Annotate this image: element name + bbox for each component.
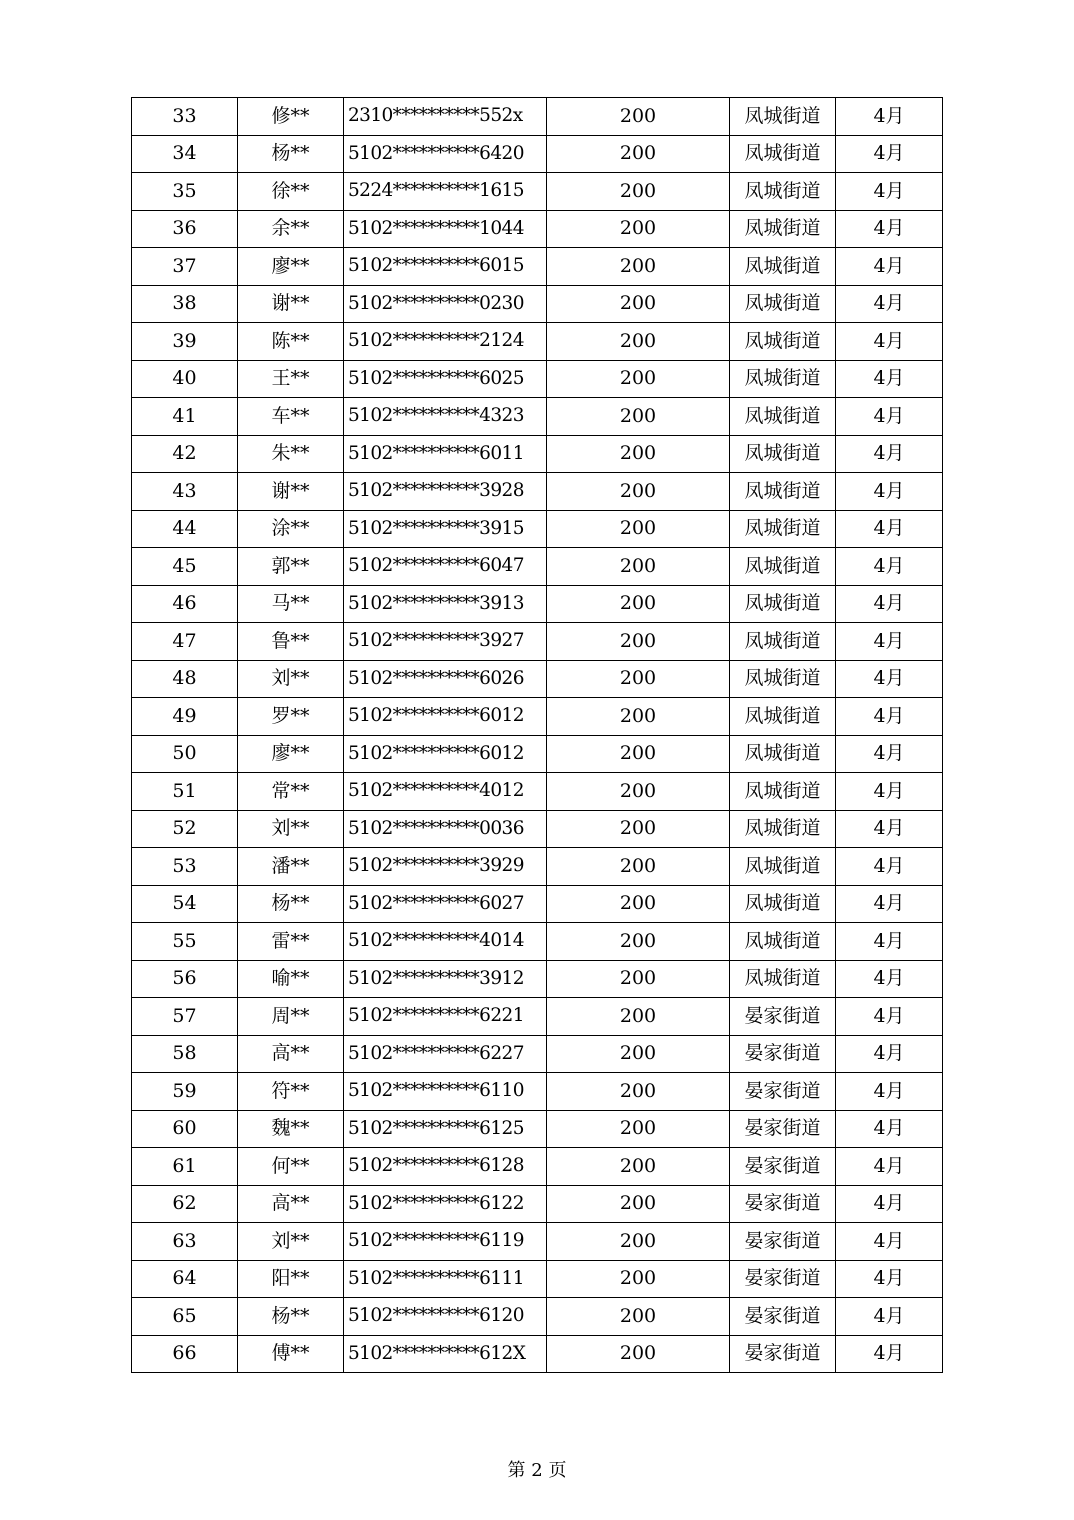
id-number-cell: 5102**********3913: [344, 585, 547, 623]
subdistrict-cell: 凤城街道: [730, 698, 836, 736]
subdistrict-cell: 晏家街道: [730, 998, 836, 1036]
row-number-cell: 53: [132, 848, 238, 886]
subdistrict-cell: 凤城街道: [730, 135, 836, 173]
amount-cell: 200: [547, 585, 730, 623]
month-cell: 4月: [836, 323, 943, 361]
subdistrict-cell: 凤城街道: [730, 960, 836, 998]
table-row: [132, 323, 943, 361]
row-number-cell: 55: [132, 923, 238, 961]
table-row: [132, 1260, 943, 1298]
roster-body: [132, 98, 943, 1373]
id-number-cell: 5102**********3929: [344, 848, 547, 886]
id-number-cell: 5102**********6025: [344, 360, 547, 398]
row-number-cell: 39: [132, 323, 238, 361]
id-number-cell: 5102**********1044: [344, 210, 547, 248]
month-cell: 4月: [836, 98, 943, 136]
name-cell: 廖**: [238, 248, 344, 286]
id-number-cell: 5102**********6110: [344, 1073, 547, 1111]
row-number-cell: 34: [132, 135, 238, 173]
id-number-cell: 5102**********2124: [344, 323, 547, 361]
name-cell: 王**: [238, 360, 344, 398]
name-cell: 雷**: [238, 923, 344, 961]
subdistrict-cell: 凤城街道: [730, 585, 836, 623]
amount-cell: 200: [547, 1298, 730, 1336]
subdistrict-cell: 凤城街道: [730, 435, 836, 473]
table-row: [132, 210, 943, 248]
row-number-cell: 63: [132, 1223, 238, 1261]
amount-cell: 200: [547, 960, 730, 998]
subdistrict-cell: 凤城街道: [730, 623, 836, 661]
month-cell: 4月: [836, 1148, 943, 1186]
name-cell: 涂**: [238, 510, 344, 548]
subdistrict-cell: 凤城街道: [730, 360, 836, 398]
amount-cell: 200: [547, 435, 730, 473]
amount-cell: 200: [547, 923, 730, 961]
amount-cell: 200: [547, 848, 730, 886]
subdistrict-cell: 晏家街道: [730, 1073, 836, 1111]
table-row: [132, 585, 943, 623]
month-cell: 4月: [836, 585, 943, 623]
row-number-cell: 54: [132, 885, 238, 923]
table-row: [132, 848, 943, 886]
amount-cell: 200: [547, 735, 730, 773]
row-number-cell: 35: [132, 173, 238, 211]
subdistrict-cell: 凤城街道: [730, 323, 836, 361]
table-row: [132, 810, 943, 848]
name-cell: 高**: [238, 1185, 344, 1223]
month-cell: 4月: [836, 210, 943, 248]
page-number: 第 2 页: [507, 1460, 567, 1481]
amount-cell: 200: [547, 698, 730, 736]
table-row: [132, 660, 943, 698]
row-number-cell: 60: [132, 1110, 238, 1148]
name-cell: 陈**: [238, 323, 344, 361]
name-cell: 杨**: [238, 135, 344, 173]
subdistrict-cell: 凤城街道: [730, 510, 836, 548]
amount-cell: 200: [547, 810, 730, 848]
name-cell: 杨**: [238, 1298, 344, 1336]
subdistrict-cell: 凤城街道: [730, 773, 836, 811]
subdistrict-cell: 晏家街道: [730, 1185, 836, 1223]
table-row: [132, 510, 943, 548]
month-cell: 4月: [836, 660, 943, 698]
name-cell: 廖**: [238, 735, 344, 773]
month-cell: 4月: [836, 773, 943, 811]
table-row: [132, 135, 943, 173]
id-number-cell: 5102**********612X: [344, 1335, 547, 1373]
row-number-cell: 46: [132, 585, 238, 623]
row-number-cell: 57: [132, 998, 238, 1036]
month-cell: 4月: [836, 735, 943, 773]
amount-cell: 200: [547, 248, 730, 286]
row-number-cell: 65: [132, 1298, 238, 1336]
table-row: [132, 398, 943, 436]
row-number-cell: 62: [132, 1185, 238, 1223]
id-number-cell: 5102**********6026: [344, 660, 547, 698]
subdistrict-cell: 凤城街道: [730, 548, 836, 586]
name-cell: 高**: [238, 1035, 344, 1073]
amount-cell: 200: [547, 510, 730, 548]
row-number-cell: 33: [132, 98, 238, 136]
name-cell: 符**: [238, 1073, 344, 1111]
id-number-cell: 5102**********0230: [344, 285, 547, 323]
month-cell: 4月: [836, 473, 943, 511]
amount-cell: 200: [547, 1110, 730, 1148]
subdistrict-cell: 凤城街道: [730, 398, 836, 436]
subdistrict-cell: 凤城街道: [730, 173, 836, 211]
table-row: [132, 1298, 943, 1336]
table-row: [132, 623, 943, 661]
amount-cell: 200: [547, 548, 730, 586]
month-cell: 4月: [836, 885, 943, 923]
name-cell: 郭**: [238, 548, 344, 586]
amount-cell: 200: [547, 98, 730, 136]
amount-cell: 200: [547, 1148, 730, 1186]
table-row: [132, 173, 943, 211]
id-number-cell: 2310**********552x: [344, 98, 547, 136]
subdistrict-cell: 凤城街道: [730, 210, 836, 248]
amount-cell: 200: [547, 285, 730, 323]
table-row: [132, 885, 943, 923]
month-cell: 4月: [836, 135, 943, 173]
amount-cell: 200: [547, 885, 730, 923]
month-cell: 4月: [836, 960, 943, 998]
row-number-cell: 44: [132, 510, 238, 548]
amount-cell: 200: [547, 473, 730, 511]
name-cell: 谢**: [238, 285, 344, 323]
name-cell: 常**: [238, 773, 344, 811]
id-number-cell: 5102**********6420: [344, 135, 547, 173]
amount-cell: 200: [547, 773, 730, 811]
subdistrict-cell: 凤城街道: [730, 923, 836, 961]
name-cell: 马**: [238, 585, 344, 623]
table-row: [132, 998, 943, 1036]
name-cell: 刘**: [238, 1223, 344, 1261]
amount-cell: 200: [547, 398, 730, 436]
subdistrict-cell: 凤城街道: [730, 248, 836, 286]
table-row: [132, 435, 943, 473]
amount-cell: 200: [547, 173, 730, 211]
id-number-cell: 5102**********4012: [344, 773, 547, 811]
subdistrict-cell: 凤城街道: [730, 285, 836, 323]
month-cell: 4月: [836, 285, 943, 323]
month-cell: 4月: [836, 1260, 943, 1298]
id-number-cell: 5102**********6122: [344, 1185, 547, 1223]
id-number-cell: 5102**********6015: [344, 248, 547, 286]
name-cell: 修**: [238, 98, 344, 136]
id-number-cell: 5102**********6125: [344, 1110, 547, 1148]
subdistrict-cell: 凤城街道: [730, 885, 836, 923]
table-row: [132, 923, 943, 961]
month-cell: 4月: [836, 623, 943, 661]
subdistrict-cell: 晏家街道: [730, 1035, 836, 1073]
table-row: [132, 1073, 943, 1111]
month-cell: 4月: [836, 548, 943, 586]
table-row: [132, 1185, 943, 1223]
amount-cell: 200: [547, 210, 730, 248]
row-number-cell: 40: [132, 360, 238, 398]
month-cell: 4月: [836, 398, 943, 436]
table-row: [132, 698, 943, 736]
subdistrict-cell: 凤城街道: [730, 98, 836, 136]
row-number-cell: 64: [132, 1260, 238, 1298]
amount-cell: 200: [547, 623, 730, 661]
row-number-cell: 48: [132, 660, 238, 698]
table-row: [132, 248, 943, 286]
id-number-cell: 5102**********6111: [344, 1260, 547, 1298]
id-number-cell: 5102**********6011: [344, 435, 547, 473]
id-number-cell: 5102**********6221: [344, 998, 547, 1036]
row-number-cell: 66: [132, 1335, 238, 1373]
month-cell: 4月: [836, 1298, 943, 1336]
month-cell: 4月: [836, 923, 943, 961]
id-number-cell: 5102**********4323: [344, 398, 547, 436]
amount-cell: 200: [547, 998, 730, 1036]
name-cell: 喻**: [238, 960, 344, 998]
month-cell: 4月: [836, 1035, 943, 1073]
row-number-cell: 37: [132, 248, 238, 286]
row-number-cell: 43: [132, 473, 238, 511]
name-cell: 朱**: [238, 435, 344, 473]
subdistrict-cell: 晏家街道: [730, 1148, 836, 1186]
table-row: [132, 360, 943, 398]
amount-cell: 200: [547, 1185, 730, 1223]
row-number-cell: 50: [132, 735, 238, 773]
amount-cell: 200: [547, 1223, 730, 1261]
row-number-cell: 47: [132, 623, 238, 661]
name-cell: 余**: [238, 210, 344, 248]
name-cell: 杨**: [238, 885, 344, 923]
subdistrict-cell: 凤城街道: [730, 735, 836, 773]
row-number-cell: 45: [132, 548, 238, 586]
name-cell: 刘**: [238, 810, 344, 848]
row-number-cell: 59: [132, 1073, 238, 1111]
id-number-cell: 5102**********3928: [344, 473, 547, 511]
table-row: [132, 548, 943, 586]
month-cell: 4月: [836, 1185, 943, 1223]
amount-cell: 200: [547, 323, 730, 361]
name-cell: 鲁**: [238, 623, 344, 661]
month-cell: 4月: [836, 1335, 943, 1373]
table-row: [132, 735, 943, 773]
table-row: [132, 1148, 943, 1186]
table-row: [132, 98, 943, 136]
row-number-cell: 41: [132, 398, 238, 436]
id-number-cell: 5102**********4014: [344, 923, 547, 961]
amount-cell: 200: [547, 1335, 730, 1373]
name-cell: 车**: [238, 398, 344, 436]
id-number-cell: 5102**********6128: [344, 1148, 547, 1186]
row-number-cell: 42: [132, 435, 238, 473]
row-number-cell: 61: [132, 1148, 238, 1186]
subdistrict-cell: 晏家街道: [730, 1110, 836, 1148]
roster-table: [131, 97, 943, 1373]
amount-cell: 200: [547, 1073, 730, 1111]
name-cell: 魏**: [238, 1110, 344, 1148]
table-row: [132, 1335, 943, 1373]
id-number-cell: 5102**********6012: [344, 698, 547, 736]
month-cell: 4月: [836, 510, 943, 548]
row-number-cell: 51: [132, 773, 238, 811]
subdistrict-cell: 晏家街道: [730, 1223, 836, 1261]
subdistrict-cell: 晏家街道: [730, 1335, 836, 1373]
id-number-cell: 5102**********3915: [344, 510, 547, 548]
subdistrict-cell: 凤城街道: [730, 660, 836, 698]
amount-cell: 200: [547, 135, 730, 173]
id-number-cell: 5102**********6012: [344, 735, 547, 773]
subdistrict-cell: 凤城街道: [730, 810, 836, 848]
table-row: [132, 1223, 943, 1261]
id-number-cell: 5102**********3927: [344, 623, 547, 661]
row-number-cell: 38: [132, 285, 238, 323]
row-number-cell: 52: [132, 810, 238, 848]
subdistrict-cell: 晏家街道: [730, 1260, 836, 1298]
table-row: [132, 773, 943, 811]
name-cell: 周**: [238, 998, 344, 1036]
id-number-cell: 5224**********1615: [344, 173, 547, 211]
subdistrict-cell: 凤城街道: [730, 473, 836, 511]
subdistrict-cell: 凤城街道: [730, 848, 836, 886]
row-number-cell: 36: [132, 210, 238, 248]
row-number-cell: 56: [132, 960, 238, 998]
table-row: [132, 1035, 943, 1073]
month-cell: 4月: [836, 810, 943, 848]
name-cell: 刘**: [238, 660, 344, 698]
month-cell: 4月: [836, 173, 943, 211]
name-cell: 罗**: [238, 698, 344, 736]
name-cell: 潘**: [238, 848, 344, 886]
id-number-cell: 5102**********3912: [344, 960, 547, 998]
month-cell: 4月: [836, 1073, 943, 1111]
id-number-cell: 5102**********6047: [344, 548, 547, 586]
name-cell: 阳**: [238, 1260, 344, 1298]
month-cell: 4月: [836, 848, 943, 886]
table-row: [132, 1110, 943, 1148]
subdistrict-cell: 晏家街道: [730, 1298, 836, 1336]
id-number-cell: 5102**********6027: [344, 885, 547, 923]
amount-cell: 200: [547, 1035, 730, 1073]
id-number-cell: 5102**********6120: [344, 1298, 547, 1336]
month-cell: 4月: [836, 1110, 943, 1148]
table-row: [132, 285, 943, 323]
id-number-cell: 5102**********6119: [344, 1223, 547, 1261]
table-row: [132, 960, 943, 998]
table-row: [132, 473, 943, 511]
row-number-cell: 49: [132, 698, 238, 736]
row-number-cell: 58: [132, 1035, 238, 1073]
month-cell: 4月: [836, 698, 943, 736]
name-cell: 傅**: [238, 1335, 344, 1373]
amount-cell: 200: [547, 360, 730, 398]
id-number-cell: 5102**********6227: [344, 1035, 547, 1073]
name-cell: 谢**: [238, 473, 344, 511]
name-cell: 徐**: [238, 173, 344, 211]
month-cell: 4月: [836, 360, 943, 398]
month-cell: 4月: [836, 1223, 943, 1261]
id-number-cell: 5102**********0036: [344, 810, 547, 848]
month-cell: 4月: [836, 248, 943, 286]
amount-cell: 200: [547, 1260, 730, 1298]
amount-cell: 200: [547, 660, 730, 698]
month-cell: 4月: [836, 998, 943, 1036]
name-cell: 何**: [238, 1148, 344, 1186]
month-cell: 4月: [836, 435, 943, 473]
